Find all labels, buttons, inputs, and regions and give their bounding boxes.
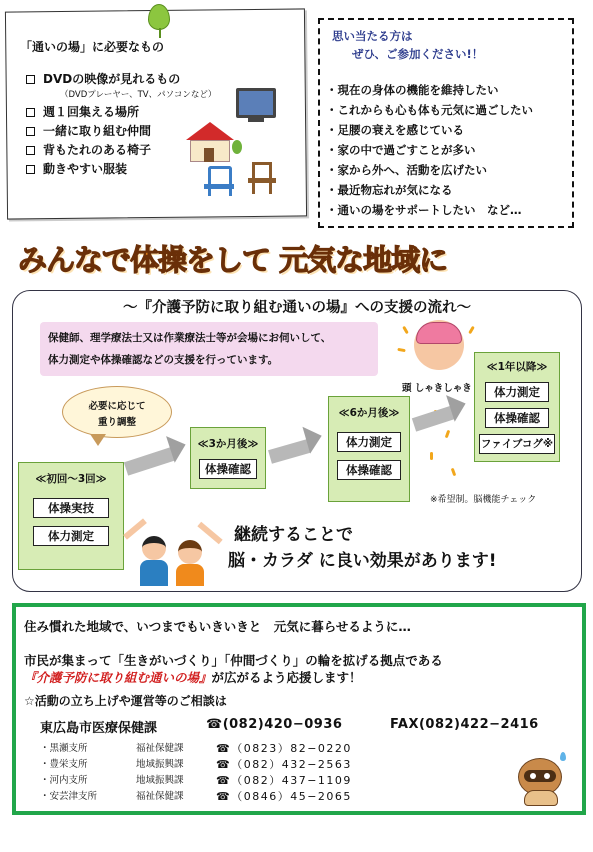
folding-chair-icon xyxy=(208,166,232,196)
list-item: ・家の中で過ごすことが多い xyxy=(326,143,476,157)
page-title: みんなで体操をして 元気な地域に xyxy=(18,243,448,277)
tanuki-body xyxy=(524,790,558,806)
bubble-text: 重り調整 xyxy=(97,417,136,428)
exercising-woman-body xyxy=(176,564,204,586)
need-label: 週１回集える場所 xyxy=(43,105,140,119)
step-chip: 体操確認 xyxy=(199,459,257,479)
step-1-year xyxy=(474,352,560,462)
step-heading: ≪初回～3回≫ xyxy=(35,473,107,485)
branch-section: 福祉保健課 xyxy=(136,743,184,754)
effect-text: 脳・カラダ に良い効果があります! xyxy=(228,551,497,571)
checkbox-icon xyxy=(26,146,35,155)
tree-icon xyxy=(232,140,242,154)
sweat-drop-icon xyxy=(560,752,566,761)
invite-subheading: ぜひ、ご参加ください!！ xyxy=(352,47,484,61)
dvd-note: （DVDプレーヤー、TV、パソコンなど） xyxy=(60,90,217,100)
speech-bubble xyxy=(62,386,172,438)
step-chip: 体操確認 xyxy=(485,408,549,428)
department-name: 東広島市医療保健課 xyxy=(40,721,158,736)
step-chip: 体操実技 xyxy=(33,498,109,518)
brain-caption: 頭 しゃきしゃき xyxy=(402,383,472,394)
message-line xyxy=(24,668,362,686)
leaf-pin-icon xyxy=(148,4,170,30)
department-fax: FAX(082)422−2416 xyxy=(390,717,539,732)
branch-section: 地域振興課 xyxy=(136,759,184,770)
branch-name: ・安芸津支所 xyxy=(40,791,98,802)
step-chip: 体力測定 xyxy=(33,526,109,546)
list-item xyxy=(26,141,216,160)
need-label: 動きやすい服装 xyxy=(43,162,128,176)
message-text: が広がるよう応援します！ xyxy=(211,670,362,685)
speech-bubble-tail xyxy=(90,434,106,446)
list-item: ・家から外へ、活動を広げたい xyxy=(326,163,487,177)
branch-name: ・河内支所 xyxy=(40,775,88,786)
footnote: ※希望制。脳機能チェック xyxy=(430,495,537,505)
branch-phone: ☎（0846）45−2065 xyxy=(216,790,352,803)
list-item: ・これからも心も体も元気に過ごしたい xyxy=(326,103,533,117)
step-6-months xyxy=(328,396,410,502)
need-label: 一緒に取り組む仲間 xyxy=(43,124,152,138)
branch-phone: ☎（082）432−2563 xyxy=(216,758,352,771)
branch-section: 福祉保健課 xyxy=(136,791,184,802)
step-chip: 体操確認 xyxy=(337,460,401,480)
list-item xyxy=(26,70,216,89)
house-icon xyxy=(186,122,234,140)
leaf-stem xyxy=(159,28,161,38)
step-heading: ≪3か月後≫ xyxy=(197,438,259,450)
branch-section: 地域振興課 xyxy=(136,775,184,786)
step-chip: 体力測定 xyxy=(337,432,401,452)
invite-list xyxy=(326,80,533,220)
checkbox-icon xyxy=(26,75,35,84)
department-phone: ☎(082)420−0936 xyxy=(206,717,343,732)
support-text: 保健師、理学療法士又は作業療法士等が会場にお伺いして、 xyxy=(48,332,332,344)
checkbox-icon xyxy=(26,165,35,174)
exercising-man-body xyxy=(140,560,168,586)
tanuki-mask xyxy=(524,770,556,782)
tv-stand xyxy=(248,118,264,122)
folding-chair-seat xyxy=(204,184,234,189)
step-chip: 体力測定 xyxy=(485,382,549,402)
list-item xyxy=(26,160,216,179)
step-chip: ファイブコグ※ xyxy=(479,434,555,454)
list-item: ・足腰の衰えを感じている xyxy=(326,123,464,137)
tv-icon xyxy=(236,88,276,118)
consult-line: ☆活動の立ち上げや運営等のご相談は xyxy=(24,694,227,708)
checkbox-icon xyxy=(26,127,35,136)
tanuki-eye xyxy=(544,773,550,779)
house-door xyxy=(204,148,214,162)
need-label: DVDの映像が見れるもの xyxy=(43,72,181,86)
message-line: 市民が集まって「生きがいづくり」「仲間づくり」の輪を拡げる拠点である xyxy=(24,653,443,668)
branch-name: ・黒瀬支所 xyxy=(40,743,88,754)
message-line: 住み慣れた地域で、いつまでもいきいきと 元気に暮らせるように… xyxy=(24,619,411,634)
flow-title: ～『介護予防に取り組む通いの場』への支援の流れ～ xyxy=(123,300,471,316)
list-item: ・通いの場をサポートしたい など… xyxy=(326,203,522,217)
step-3-months xyxy=(190,427,266,489)
brain-icon xyxy=(416,322,462,344)
list-item xyxy=(26,103,216,122)
exercising-man-icon xyxy=(142,536,166,560)
step-initial xyxy=(18,462,124,570)
support-text: 体力測定や体操確認などの支援を行っています。 xyxy=(48,354,279,366)
step-heading: ≪1年以降≫ xyxy=(486,361,548,373)
list-item: ・最近物忘れが気になる xyxy=(326,183,453,197)
branch-phone: ☎（082）437−1109 xyxy=(216,774,352,787)
invite-heading: 思い当たる方は xyxy=(332,29,413,43)
checkbox-icon xyxy=(26,108,35,117)
wooden-chair-seat xyxy=(248,178,276,183)
branch-phone: ☎（0823）82−0220 xyxy=(216,742,352,755)
needs-title: 「通いの場」に必要なもの xyxy=(20,40,165,54)
highlight-text: 『介護予防に取り組む通いの場』 xyxy=(24,670,212,685)
effect-text: 継続することで xyxy=(234,525,353,545)
tanuki-eye xyxy=(530,773,536,779)
need-label: 背もたれのある椅子 xyxy=(43,143,152,157)
exercising-woman-icon xyxy=(178,540,202,564)
branch-name: ・豊栄支所 xyxy=(40,759,88,770)
step-heading: ≪6か月後≫ xyxy=(338,407,400,419)
bubble-text: 必要に応じて xyxy=(88,401,146,412)
sparkle-icon xyxy=(430,452,433,460)
list-item: ・現在の身体の機能を維持したい xyxy=(326,83,499,97)
